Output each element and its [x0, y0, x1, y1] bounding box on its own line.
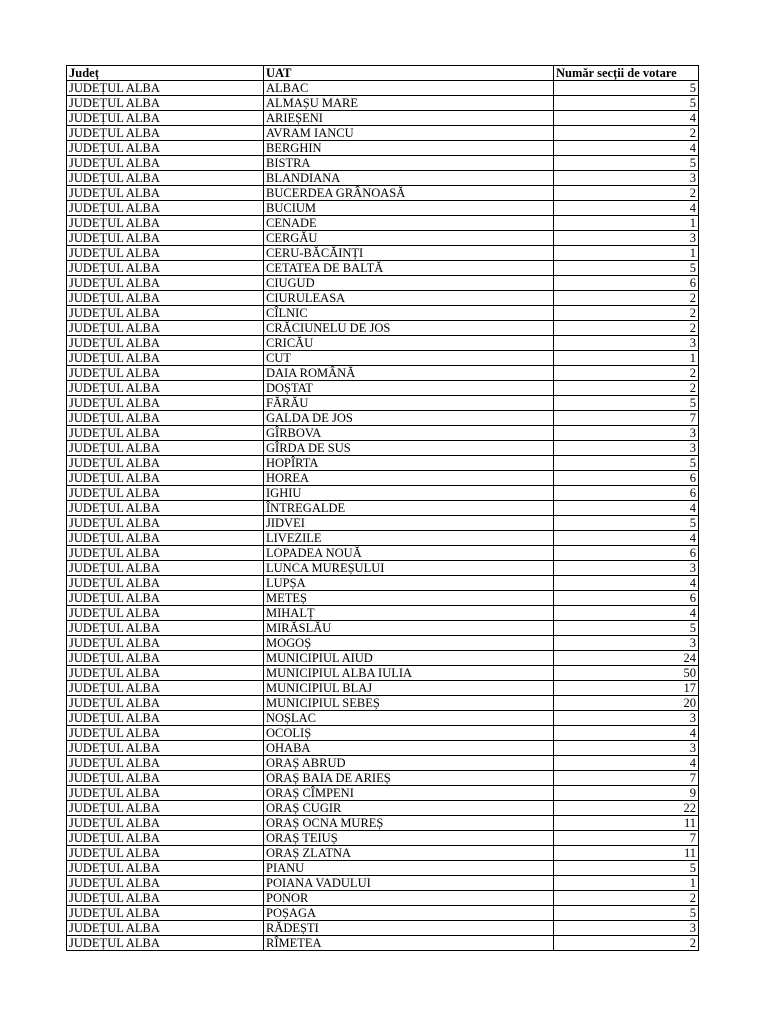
table-row [67, 561, 699, 576]
table-row [67, 96, 699, 111]
sectii-count-cell: 50 [554, 666, 699, 681]
uat-cell: CERU-BĂCĂINȚI [264, 246, 554, 261]
uat-cell: ORAȘ OCNA MUREȘ [264, 816, 554, 831]
table-row [67, 921, 699, 936]
uat-cell: CIURULEASA [264, 291, 554, 306]
table-row [67, 576, 699, 591]
judet-cell: JUDEȚUL ALBA [67, 651, 264, 666]
table-row [67, 861, 699, 876]
uat-cell: OCOLIȘ [264, 726, 554, 741]
table-row [67, 696, 699, 711]
table-row [67, 891, 699, 906]
table-header-row [67, 66, 699, 81]
table-row [67, 126, 699, 141]
uat-cell: ORAȘ CUGIR [264, 801, 554, 816]
table-row [67, 336, 699, 351]
judet-cell: JUDEȚUL ALBA [67, 831, 264, 846]
uat-cell: PONOR [264, 891, 554, 906]
sectii-count-cell: 2 [554, 321, 699, 336]
uat-cell: LOPADEA NOUĂ [264, 546, 554, 561]
judet-cell: JUDEȚUL ALBA [67, 756, 264, 771]
uat-cell: ALBAC [264, 81, 554, 96]
table-row [67, 816, 699, 831]
uat-cell: POIANA VADULUI [264, 876, 554, 891]
sectii-count-cell: 17 [554, 681, 699, 696]
uat-cell: ALMAȘU MARE [264, 96, 554, 111]
sectii-count-cell: 4 [554, 141, 699, 156]
judet-cell: JUDEȚUL ALBA [67, 711, 264, 726]
judet-cell: JUDEȚUL ALBA [67, 261, 264, 276]
sectii-count-cell: 4 [554, 201, 699, 216]
uat-cell: CERGĂU [264, 231, 554, 246]
uat-cell: CUT [264, 351, 554, 366]
sectii-count-cell: 2 [554, 891, 699, 906]
judet-cell: JUDEȚUL ALBA [67, 726, 264, 741]
sectii-count-cell: 6 [554, 471, 699, 486]
judet-cell: JUDEȚUL ALBA [67, 531, 264, 546]
judet-cell: JUDEȚUL ALBA [67, 111, 264, 126]
sectii-count-cell: 2 [554, 381, 699, 396]
sectii-count-cell: 6 [554, 546, 699, 561]
table-row [67, 171, 699, 186]
uat-cell: CRĂCIUNELU DE JOS [264, 321, 554, 336]
sectii-count-cell: 4 [554, 606, 699, 621]
uat-cell: BUCIUM [264, 201, 554, 216]
header-judet: Județ [67, 66, 264, 81]
judet-cell: JUDEȚUL ALBA [67, 576, 264, 591]
judet-cell: JUDEȚUL ALBA [67, 861, 264, 876]
sectii-count-cell: 3 [554, 441, 699, 456]
sectii-count-cell: 4 [554, 531, 699, 546]
table-row [67, 351, 699, 366]
judet-cell: JUDEȚUL ALBA [67, 231, 264, 246]
table-row [67, 831, 699, 846]
sectii-count-cell: 4 [554, 576, 699, 591]
uat-cell: GALDA DE JOS [264, 411, 554, 426]
table-row [67, 456, 699, 471]
uat-cell: MUNICIPIUL AIUD [264, 651, 554, 666]
sectii-count-cell: 4 [554, 111, 699, 126]
sectii-count-cell: 5 [554, 396, 699, 411]
table-row [67, 936, 699, 951]
sectii-count-cell: 6 [554, 591, 699, 606]
sectii-count-cell: 5 [554, 261, 699, 276]
table-row [67, 681, 699, 696]
uat-cell: ORAȘ BAIA DE ARIEȘ [264, 771, 554, 786]
table-row [67, 636, 699, 651]
sectii-count-cell: 2 [554, 186, 699, 201]
table-row [67, 621, 699, 636]
table-row [67, 426, 699, 441]
judet-cell: JUDEȚUL ALBA [67, 696, 264, 711]
judet-cell: JUDEȚUL ALBA [67, 816, 264, 831]
table-row [67, 246, 699, 261]
table-row [67, 531, 699, 546]
judet-cell: JUDEȚUL ALBA [67, 321, 264, 336]
sectii-count-cell: 4 [554, 756, 699, 771]
table-row [67, 396, 699, 411]
sectii-count-cell: 3 [554, 171, 699, 186]
judet-cell: JUDEȚUL ALBA [67, 81, 264, 96]
judet-cell: JUDEȚUL ALBA [67, 906, 264, 921]
table-row [67, 501, 699, 516]
judet-cell: JUDEȚUL ALBA [67, 441, 264, 456]
table-row [67, 411, 699, 426]
sectii-count-cell: 2 [554, 126, 699, 141]
judet-cell: JUDEȚUL ALBA [67, 381, 264, 396]
sectii-count-cell: 3 [554, 426, 699, 441]
table-row [67, 546, 699, 561]
sectii-count-cell: 2 [554, 366, 699, 381]
sectii-count-cell: 9 [554, 786, 699, 801]
table-row [67, 306, 699, 321]
uat-cell: HOPÎRTA [264, 456, 554, 471]
uat-cell: CÎLNIC [264, 306, 554, 321]
uat-cell: POȘAGA [264, 906, 554, 921]
judet-cell: JUDEȚUL ALBA [67, 771, 264, 786]
sectii-count-cell: 5 [554, 516, 699, 531]
sectii-count-cell: 3 [554, 336, 699, 351]
table-row [67, 741, 699, 756]
judet-cell: JUDEȚUL ALBA [67, 276, 264, 291]
judet-cell: JUDEȚUL ALBA [67, 561, 264, 576]
table-row [67, 231, 699, 246]
sectii-count-cell: 1 [554, 246, 699, 261]
uat-cell: PIANU [264, 861, 554, 876]
uat-cell: HOREA [264, 471, 554, 486]
table-row [67, 666, 699, 681]
table-row [67, 366, 699, 381]
judet-cell: JUDEȚUL ALBA [67, 156, 264, 171]
sectii-count-cell: 5 [554, 621, 699, 636]
table-row [67, 516, 699, 531]
judet-cell: JUDEȚUL ALBA [67, 636, 264, 651]
table-row [67, 276, 699, 291]
uat-cell: RÎMETEA [264, 936, 554, 951]
sectii-count-cell: 6 [554, 276, 699, 291]
table-row [67, 606, 699, 621]
sectii-count-cell: 5 [554, 156, 699, 171]
uat-cell: ORAȘ CÎMPENI [264, 786, 554, 801]
uat-cell: LUNCA MUREȘULUI [264, 561, 554, 576]
table-row [67, 771, 699, 786]
judet-cell: JUDEȚUL ALBA [67, 666, 264, 681]
judet-cell: JUDEȚUL ALBA [67, 891, 264, 906]
uat-cell: IGHIU [264, 486, 554, 501]
judet-cell: JUDEȚUL ALBA [67, 351, 264, 366]
uat-cell: METEȘ [264, 591, 554, 606]
sectii-count-cell: 1 [554, 216, 699, 231]
table-row [67, 291, 699, 306]
sectii-count-cell: 24 [554, 651, 699, 666]
judet-cell: JUDEȚUL ALBA [67, 846, 264, 861]
uat-cell: MIRĂSLĂU [264, 621, 554, 636]
judet-cell: JUDEȚUL ALBA [67, 246, 264, 261]
uat-cell: ORAȘ ABRUD [264, 756, 554, 771]
header-numar-sectii: Număr secții de votare [554, 66, 699, 81]
uat-cell: FĂRĂU [264, 396, 554, 411]
judet-cell: JUDEȚUL ALBA [67, 396, 264, 411]
sectii-count-cell: 7 [554, 831, 699, 846]
judet-cell: JUDEȚUL ALBA [67, 171, 264, 186]
sectii-count-cell: 5 [554, 96, 699, 111]
table-row [67, 786, 699, 801]
uat-cell: DAIA ROMÂNĂ [264, 366, 554, 381]
uat-cell: BISTRA [264, 156, 554, 171]
sectii-count-cell: 2 [554, 936, 699, 951]
judet-cell: JUDEȚUL ALBA [67, 621, 264, 636]
judet-cell: JUDEȚUL ALBA [67, 546, 264, 561]
sectii-count-cell: 2 [554, 291, 699, 306]
table-row [67, 81, 699, 96]
table-row [67, 801, 699, 816]
uat-cell: RĂDEȘTI [264, 921, 554, 936]
judet-cell: JUDEȚUL ALBA [67, 876, 264, 891]
judet-cell: JUDEȚUL ALBA [67, 126, 264, 141]
sectii-count-cell: 3 [554, 231, 699, 246]
table-row [67, 591, 699, 606]
sectii-count-cell: 6 [554, 486, 699, 501]
uat-cell: BERGHIN [264, 141, 554, 156]
uat-cell: LIVEZILE [264, 531, 554, 546]
uat-cell: NOȘLAC [264, 711, 554, 726]
table-row [67, 726, 699, 741]
table-row [67, 486, 699, 501]
judet-cell: JUDEȚUL ALBA [67, 591, 264, 606]
judet-cell: JUDEȚUL ALBA [67, 936, 264, 951]
sectii-count-cell: 5 [554, 861, 699, 876]
judet-cell: JUDEȚUL ALBA [67, 681, 264, 696]
judet-cell: JUDEȚUL ALBA [67, 411, 264, 426]
judet-cell: JUDEȚUL ALBA [67, 486, 264, 501]
table-row [67, 321, 699, 336]
uat-cell: MUNICIPIUL SEBEȘ [264, 696, 554, 711]
sectii-count-cell: 4 [554, 726, 699, 741]
uat-cell: DOȘTAT [264, 381, 554, 396]
uat-cell: AVRAM IANCU [264, 126, 554, 141]
sectii-count-cell: 3 [554, 561, 699, 576]
uat-cell: MUNICIPIUL BLAJ [264, 681, 554, 696]
table-row [67, 201, 699, 216]
judet-cell: JUDEȚUL ALBA [67, 501, 264, 516]
uat-cell: ORAȘ TEIUȘ [264, 831, 554, 846]
sectii-count-cell: 7 [554, 771, 699, 786]
judet-cell: JUDEȚUL ALBA [67, 741, 264, 756]
judet-cell: JUDEȚUL ALBA [67, 141, 264, 156]
table-row [67, 846, 699, 861]
uat-cell: MOGOȘ [264, 636, 554, 651]
table-row [67, 381, 699, 396]
sectii-count-cell: 4 [554, 501, 699, 516]
judet-cell: JUDEȚUL ALBA [67, 606, 264, 621]
sectii-count-cell: 11 [554, 816, 699, 831]
judet-cell: JUDEȚUL ALBA [67, 786, 264, 801]
uat-cell: CENADE [264, 216, 554, 231]
sectii-count-cell: 1 [554, 876, 699, 891]
header-uat: UAT [264, 66, 554, 81]
table-row [67, 156, 699, 171]
sectii-count-cell: 5 [554, 906, 699, 921]
uat-cell: OHABA [264, 741, 554, 756]
uat-cell: LUPȘA [264, 576, 554, 591]
table-row [67, 756, 699, 771]
judet-cell: JUDEȚUL ALBA [67, 201, 264, 216]
uat-cell: ORAȘ ZLATNA [264, 846, 554, 861]
uat-cell: BUCERDEA GRÂNOASĂ [264, 186, 554, 201]
uat-cell: BLANDIANA [264, 171, 554, 186]
judet-cell: JUDEȚUL ALBA [67, 471, 264, 486]
judet-cell: JUDEȚUL ALBA [67, 336, 264, 351]
judet-cell: JUDEȚUL ALBA [67, 186, 264, 201]
table-row [67, 906, 699, 921]
sectii-count-cell: 5 [554, 81, 699, 96]
sectii-count-cell: 1 [554, 351, 699, 366]
judet-cell: JUDEȚUL ALBA [67, 426, 264, 441]
sectii-count-cell: 11 [554, 846, 699, 861]
table-row [67, 876, 699, 891]
uat-cell: GÎRDA DE SUS [264, 441, 554, 456]
judet-cell: JUDEȚUL ALBA [67, 516, 264, 531]
table-row [67, 441, 699, 456]
table-row [67, 261, 699, 276]
sectii-count-cell: 5 [554, 456, 699, 471]
table-body [67, 81, 699, 951]
judet-cell: JUDEȚUL ALBA [67, 291, 264, 306]
sectii-count-cell: 3 [554, 741, 699, 756]
table-row [67, 471, 699, 486]
table-row [67, 651, 699, 666]
sectii-count-cell: 22 [554, 801, 699, 816]
sectii-count-cell: 3 [554, 636, 699, 651]
judet-cell: JUDEȚUL ALBA [67, 306, 264, 321]
uat-cell: MUNICIPIUL ALBA IULIA [264, 666, 554, 681]
uat-cell: GÎRBOVA [264, 426, 554, 441]
judet-cell: JUDEȚUL ALBA [67, 456, 264, 471]
table-row [67, 216, 699, 231]
judet-cell: JUDEȚUL ALBA [67, 96, 264, 111]
uat-cell: ARIEȘENI [264, 111, 554, 126]
uat-cell: JIDVEI [264, 516, 554, 531]
uat-cell: CRICĂU [264, 336, 554, 351]
sectii-count-cell: 3 [554, 921, 699, 936]
sectii-count-cell: 7 [554, 411, 699, 426]
judet-cell: JUDEȚUL ALBA [67, 366, 264, 381]
uat-cell: MIHALȚ [264, 606, 554, 621]
table-row [67, 186, 699, 201]
uat-cell: CETATEA DE BALTĂ [264, 261, 554, 276]
sectii-count-cell: 20 [554, 696, 699, 711]
polling-stations-table [66, 65, 699, 951]
sectii-count-cell: 3 [554, 711, 699, 726]
sectii-count-cell: 2 [554, 306, 699, 321]
uat-cell: ÎNTREGALDE [264, 501, 554, 516]
table-row [67, 111, 699, 126]
table-row [67, 141, 699, 156]
table-row [67, 711, 699, 726]
judet-cell: JUDEȚUL ALBA [67, 216, 264, 231]
judet-cell: JUDEȚUL ALBA [67, 801, 264, 816]
judet-cell: JUDEȚUL ALBA [67, 921, 264, 936]
uat-cell: CIUGUD [264, 276, 554, 291]
